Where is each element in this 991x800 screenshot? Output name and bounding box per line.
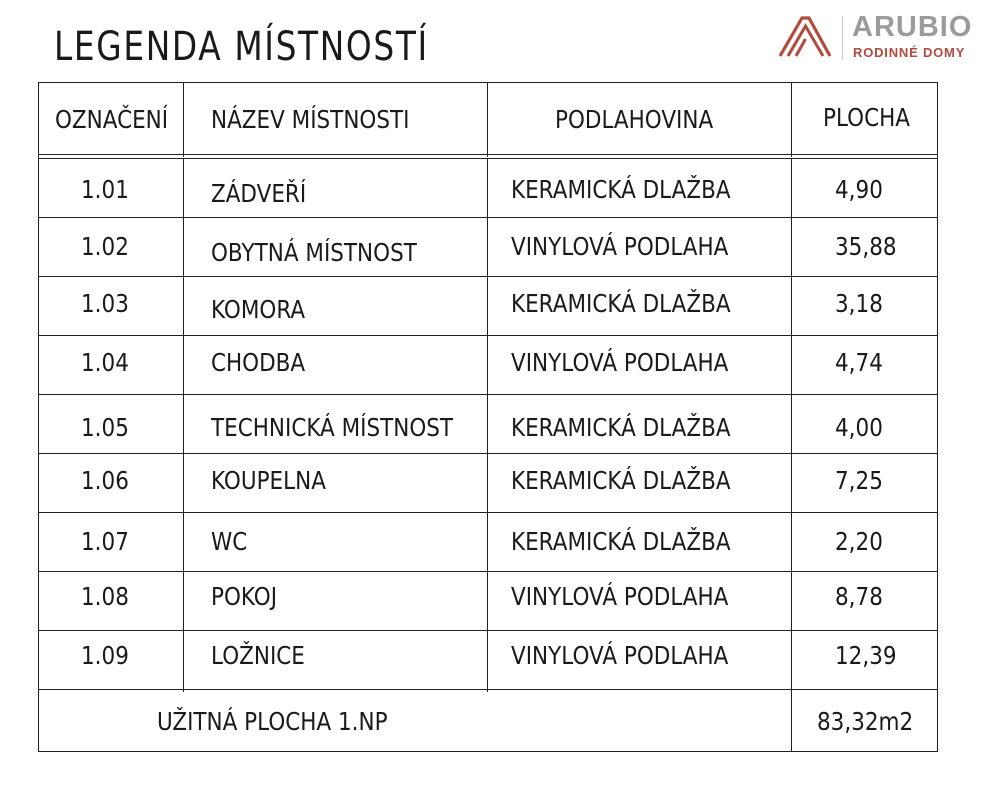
- row-4-area: 4,74: [835, 348, 883, 377]
- row-6-name: KOUPELNA: [211, 466, 326, 495]
- column-divider: [183, 159, 184, 692]
- total-label: UŽITNÁ PLOCHA 1.NP: [157, 707, 388, 736]
- column-divider: [487, 159, 488, 692]
- row-4-code: 1.04: [81, 348, 129, 377]
- header-floor: PODLAHOVINA: [555, 105, 714, 134]
- row-3-name: KOMORA: [211, 295, 306, 324]
- row-8-name: POKOJ: [211, 582, 278, 611]
- row-divider: [39, 217, 937, 218]
- header-area: PLOCHA: [823, 103, 910, 132]
- row-2-floor: VINYLOVÁ PODLAHA: [511, 232, 729, 261]
- row-7-area: 2,20: [835, 527, 883, 556]
- logo-subtitle: RODINNÉ DOMY: [853, 45, 966, 60]
- row-9-code: 1.09: [81, 641, 129, 670]
- logo-divider: [842, 16, 843, 60]
- row-5-name: TECHNICKÁ MÍSTNOST: [211, 413, 454, 442]
- row-4-floor: VINYLOVÁ PODLAHA: [511, 348, 729, 377]
- row-3-area: 3,18: [835, 289, 883, 318]
- row-9-floor: VINYLOVÁ PODLAHA: [511, 641, 729, 670]
- row-5-area: 4,00: [835, 413, 883, 442]
- brand-logo: [778, 12, 978, 64]
- row-divider: [39, 512, 937, 513]
- row-divider: [39, 630, 937, 631]
- row-8-code: 1.08: [81, 582, 129, 611]
- row-1-name: ZÁDVEŘÍ: [211, 179, 307, 208]
- row-7-floor: KERAMICKÁ DLAŽBA: [511, 527, 731, 556]
- total-value: 83,32m2: [817, 707, 914, 736]
- room-legend-table: [38, 82, 938, 752]
- header-divider: [39, 158, 937, 159]
- row-4-name: CHODBA: [211, 348, 306, 377]
- row-1-code: 1.01: [81, 175, 129, 204]
- page-title: LEGENDA MÍSTNOSTÍ: [54, 24, 429, 70]
- row-divider: [39, 689, 937, 690]
- row-7-code: 1.07: [81, 527, 129, 556]
- row-3-floor: KERAMICKÁ DLAŽBA: [511, 289, 731, 318]
- row-7-name: WC: [211, 527, 248, 556]
- row-2-code: 1.02: [81, 232, 129, 261]
- row-1-floor: KERAMICKÁ DLAŽBA: [511, 175, 731, 204]
- row-9-area: 12,39: [835, 641, 897, 670]
- row-divider: [39, 276, 937, 277]
- row-2-name: OBYTNÁ MÍSTNOST: [211, 238, 417, 267]
- row-1-area: 4,90: [835, 175, 883, 204]
- row-5-code: 1.05: [81, 413, 129, 442]
- header-name: NÁZEV MÍSTNOSTI: [211, 105, 410, 134]
- column-divider: [791, 83, 792, 157]
- row-6-area: 7,25: [835, 466, 883, 495]
- logo-name: ARUBIO: [852, 11, 973, 43]
- roof-a-logo-icon: [778, 14, 832, 58]
- header-code: OZNAČENÍ: [55, 105, 169, 134]
- row-2-area: 35,88: [835, 232, 897, 261]
- column-divider: [183, 83, 184, 157]
- column-divider: [791, 159, 792, 751]
- row-8-area: 8,78: [835, 582, 883, 611]
- row-6-code: 1.06: [81, 466, 129, 495]
- row-divider: [39, 453, 937, 454]
- row-6-floor: KERAMICKÁ DLAŽBA: [511, 466, 731, 495]
- row-divider: [39, 335, 937, 336]
- row-divider: [39, 394, 937, 395]
- row-5-floor: KERAMICKÁ DLAŽBA: [511, 413, 731, 442]
- column-divider: [487, 83, 488, 157]
- row-9-name: LOŽNICE: [211, 641, 305, 670]
- header-divider: [39, 154, 937, 155]
- row-3-code: 1.03: [81, 289, 129, 318]
- row-8-floor: VINYLOVÁ PODLAHA: [511, 582, 729, 611]
- row-divider: [39, 571, 937, 572]
